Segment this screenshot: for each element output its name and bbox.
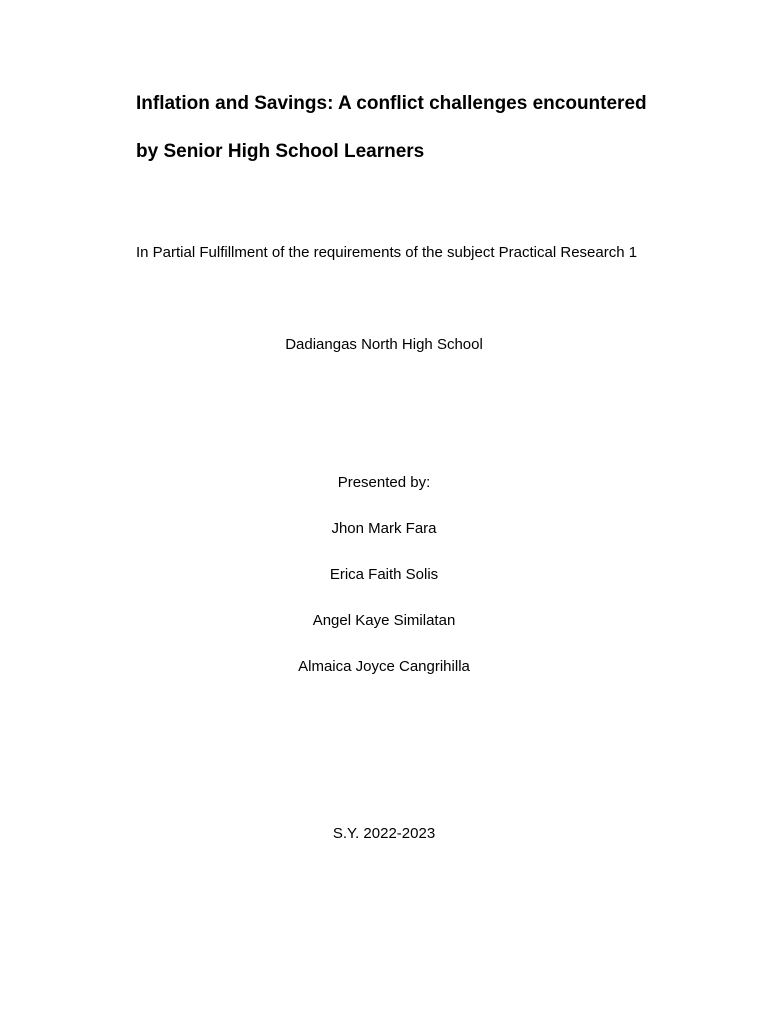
author-name: Erica Faith Solis [329, 566, 439, 583]
author-name: Angel Kaye Similatan [312, 612, 456, 629]
presented-by-label: Presented by: [337, 474, 431, 491]
author-name: Jhon Mark Fara [331, 520, 437, 537]
school-name: Dadiangas North High School [285, 336, 483, 353]
document-title-line-2: by Senior High School Learners [136, 141, 425, 162]
school-year: S.Y. 2022-2023 [332, 825, 436, 842]
fulfillment-statement: In Partial Fulfillment of the requirements of the subject Practical Research 1 [136, 244, 638, 261]
author-name: Almaica Joyce Cangrihilla [298, 658, 470, 675]
document-title-line-1: Inflation and Savings: A conflict challenges encountered [136, 93, 647, 114]
